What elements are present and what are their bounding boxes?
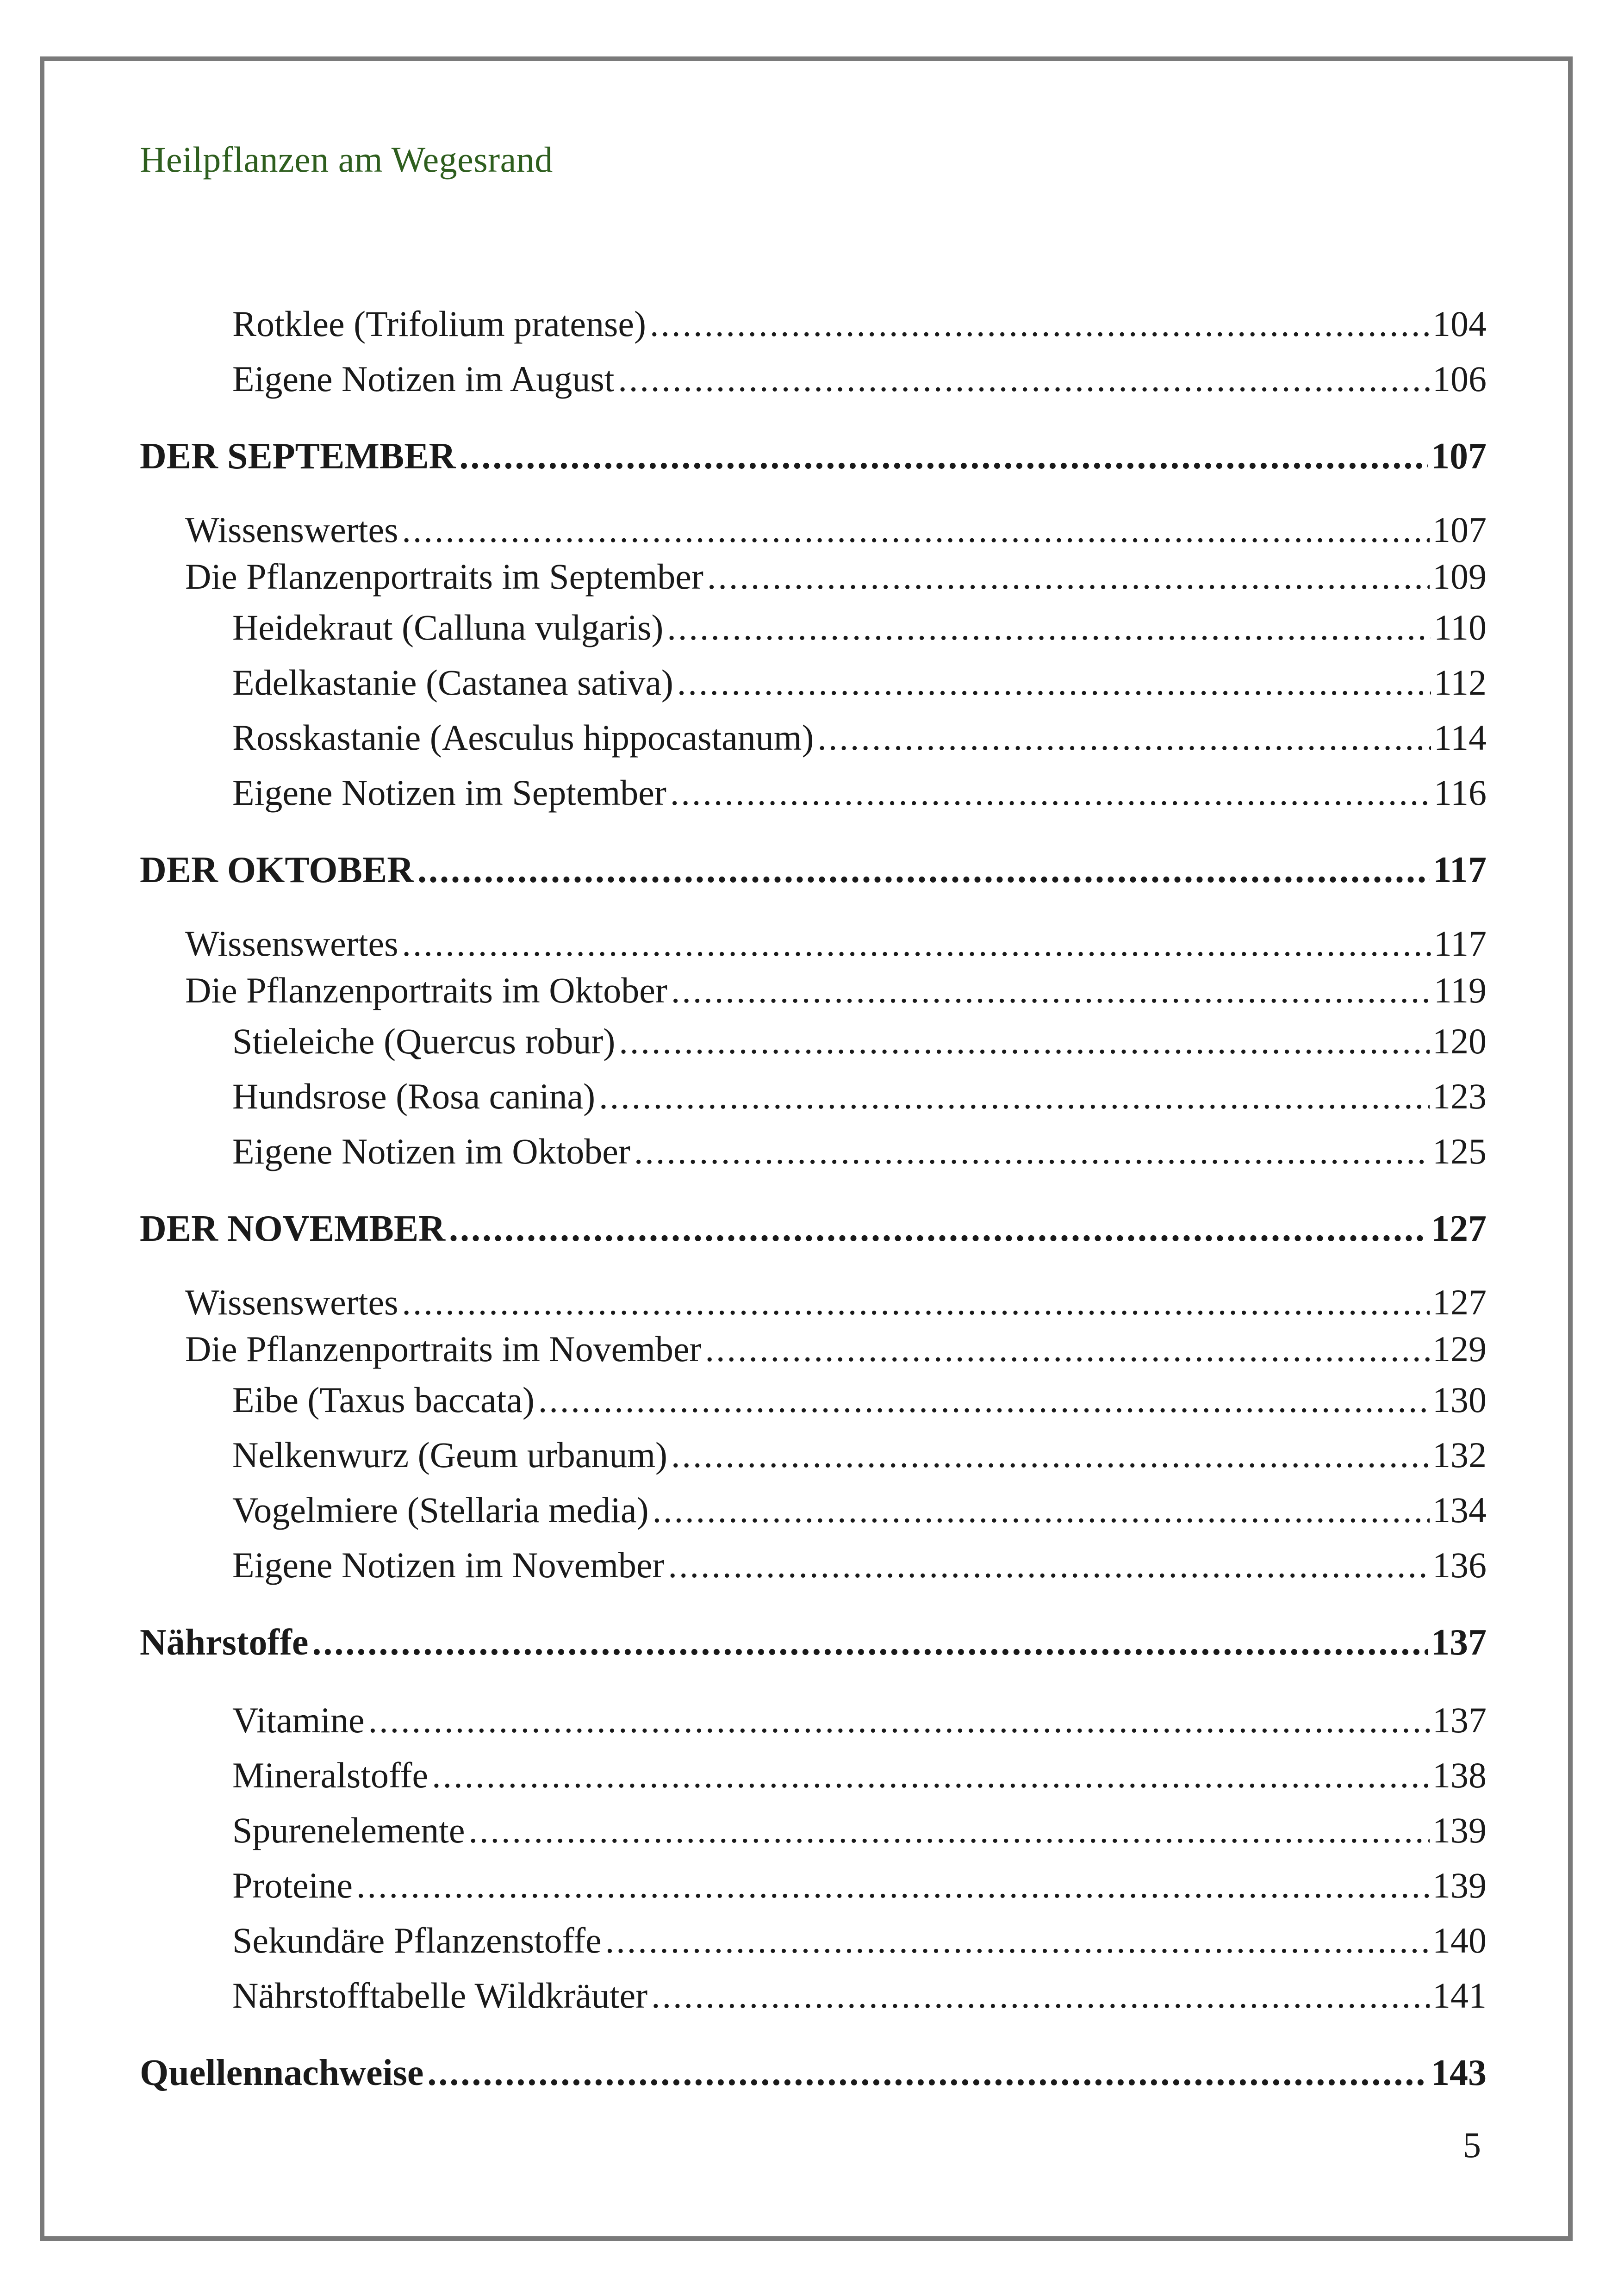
toc-dot-leader bbox=[671, 967, 1431, 1014]
toc-dot-leader bbox=[449, 1202, 1428, 1256]
toc-subsection-entry[interactable] bbox=[140, 351, 1487, 406]
toc-entry-title: Vogelmiere (Stellaria media) bbox=[232, 1490, 649, 1530]
toc-entry-title: Hundsrose (Rosa canina) bbox=[232, 1076, 596, 1116]
toc-section-entry[interactable] bbox=[140, 553, 1487, 600]
toc-entry-title: Eigene Notizen im August bbox=[232, 359, 615, 399]
toc-entry-title: Wissenswertes bbox=[185, 1282, 398, 1322]
toc-entry-page: 117 bbox=[1433, 923, 1487, 964]
toc-entry-page: 117 bbox=[1433, 850, 1487, 890]
toc-entry-page: 127 bbox=[1431, 1208, 1487, 1249]
toc-entry-page: 104 bbox=[1432, 304, 1487, 344]
toc-subsection-entry[interactable] bbox=[140, 1692, 1487, 1748]
toc-entry-title: Mineralstoffe bbox=[232, 1755, 429, 1795]
toc-entry-page: 125 bbox=[1432, 1131, 1487, 1171]
toc-entry-page: 107 bbox=[1431, 436, 1487, 477]
toc-entry-title: Heidekraut (Calluna vulgaris) bbox=[232, 607, 664, 647]
toc-dot-leader bbox=[651, 1968, 1430, 2023]
toc-entry-title: Spurenelemente bbox=[232, 1810, 465, 1850]
toc-section-entry[interactable] bbox=[140, 1325, 1487, 1372]
toc-entry-title: Rotklee (Trifolium pratense) bbox=[232, 304, 646, 344]
toc-subsection-entry[interactable] bbox=[140, 296, 1487, 351]
toc-entry-page: 137 bbox=[1432, 1700, 1487, 1740]
toc-entry-page: 127 bbox=[1432, 1282, 1487, 1322]
toc-entry-title: DER SEPTEMBER bbox=[140, 436, 456, 477]
toc-subsection-entry[interactable] bbox=[140, 1069, 1487, 1124]
toc-entry-title: Wissenswertes bbox=[185, 923, 398, 964]
toc-chapter-entry[interactable] bbox=[140, 1616, 1487, 1669]
toc-section-entry[interactable] bbox=[140, 920, 1487, 967]
toc-dot-leader bbox=[619, 1014, 1430, 1069]
toc-subsection-entry[interactable] bbox=[140, 1858, 1487, 1913]
toc-dot-leader bbox=[432, 1748, 1430, 1803]
toc-dot-leader bbox=[402, 920, 1431, 967]
toc-entry-title: Eibe (Taxus baccata) bbox=[232, 1380, 535, 1420]
toc-dot-leader bbox=[671, 1427, 1430, 1482]
toc-subsection-entry[interactable] bbox=[140, 1913, 1487, 1968]
toc-entry-title: Die Pflanzenportraits im November bbox=[185, 1329, 702, 1369]
toc-dot-leader bbox=[605, 1913, 1430, 1968]
toc-dot-leader bbox=[650, 296, 1430, 351]
toc-entry-page: 130 bbox=[1432, 1380, 1487, 1420]
toc-dot-leader bbox=[634, 1124, 1430, 1179]
toc-chapter-entry[interactable] bbox=[140, 2046, 1487, 2100]
toc-entry-page: 116 bbox=[1433, 772, 1487, 813]
toc-dot-leader bbox=[427, 2046, 1428, 2100]
toc-dot-leader bbox=[312, 1616, 1428, 1669]
toc-dot-leader bbox=[417, 843, 1430, 897]
toc-subsection-entry[interactable] bbox=[140, 1372, 1487, 1427]
toc-entry-page: 123 bbox=[1432, 1076, 1487, 1116]
toc-entry-page: 119 bbox=[1433, 970, 1487, 1010]
toc-subsection-entry[interactable] bbox=[140, 1748, 1487, 1803]
toc-section-entry[interactable] bbox=[140, 506, 1487, 553]
toc-section-entry[interactable] bbox=[140, 1279, 1487, 1325]
toc-entry-title: Nährstofftabelle Wildkräuter bbox=[232, 1975, 648, 2016]
toc-subsection-entry[interactable] bbox=[140, 1427, 1487, 1482]
toc-dot-leader bbox=[459, 429, 1428, 483]
toc-dot-leader bbox=[402, 506, 1430, 553]
toc-dot-leader bbox=[599, 1069, 1430, 1124]
toc-entry-page: 110 bbox=[1433, 607, 1487, 647]
page-number: 5 bbox=[1463, 2125, 1481, 2165]
toc-entry-page: 109 bbox=[1432, 556, 1487, 597]
toc-entry-page: 138 bbox=[1432, 1755, 1487, 1795]
toc-chapter-entry[interactable] bbox=[140, 429, 1487, 483]
toc-dot-leader bbox=[653, 1482, 1430, 1537]
toc-entry-title: Vitamine bbox=[232, 1700, 365, 1740]
toc-entry-title: Wissenswertes bbox=[185, 510, 398, 550]
toc-entry-page: 106 bbox=[1432, 359, 1487, 399]
running-title: Heilpflanzen am Wegesrand bbox=[140, 139, 553, 180]
toc-entry-title: Eigene Notizen im Oktober bbox=[232, 1131, 630, 1171]
toc-subsection-entry[interactable] bbox=[140, 1968, 1487, 2023]
toc-subsection-entry[interactable] bbox=[140, 765, 1487, 820]
toc-entry-page: 114 bbox=[1433, 717, 1487, 758]
toc-subsection-entry[interactable] bbox=[140, 1537, 1487, 1593]
toc-entry-title: Quellennachweise bbox=[140, 2053, 424, 2093]
toc-subsection-entry[interactable] bbox=[140, 1124, 1487, 1179]
toc-entry-title: Stieleiche (Quercus robur) bbox=[232, 1021, 616, 1061]
toc-entry-page: 139 bbox=[1432, 1865, 1487, 1905]
toc-subsection-entry[interactable] bbox=[140, 1014, 1487, 1069]
toc-entry-page: 141 bbox=[1432, 1975, 1487, 2016]
toc-subsection-entry[interactable] bbox=[140, 655, 1487, 710]
toc-dot-leader bbox=[618, 351, 1430, 406]
table-of-contents bbox=[140, 296, 1487, 2123]
toc-dot-leader bbox=[667, 600, 1431, 655]
toc-entry-title: Nährstoffe bbox=[140, 1622, 309, 1663]
toc-dot-leader bbox=[538, 1372, 1430, 1427]
toc-dot-leader bbox=[705, 1325, 1430, 1372]
toc-dot-leader bbox=[402, 1279, 1430, 1325]
toc-entry-page: 112 bbox=[1433, 662, 1487, 703]
toc-dot-leader bbox=[356, 1858, 1430, 1913]
toc-subsection-entry[interactable] bbox=[140, 1803, 1487, 1858]
toc-subsection-entry[interactable] bbox=[140, 600, 1487, 655]
toc-entry-title: Eigene Notizen im November bbox=[232, 1545, 665, 1585]
toc-entry-title: Sekundäre Pflanzenstoffe bbox=[232, 1920, 602, 1960]
toc-entry-page: 107 bbox=[1432, 510, 1487, 550]
toc-dot-leader bbox=[677, 655, 1431, 710]
toc-entry-title: Die Pflanzenportraits im Oktober bbox=[185, 970, 667, 1010]
toc-entry-title: DER OKTOBER bbox=[140, 850, 414, 890]
toc-entry-title: Die Pflanzenportraits im September bbox=[185, 556, 703, 597]
toc-entry-title: Rosskastanie (Aesculus hippocastanum) bbox=[232, 717, 814, 758]
toc-subsection-entry[interactable] bbox=[140, 1482, 1487, 1537]
toc-entry-page: 136 bbox=[1432, 1545, 1487, 1585]
toc-dot-leader bbox=[817, 710, 1431, 765]
toc-dot-leader bbox=[707, 553, 1430, 600]
toc-section-entry[interactable] bbox=[140, 967, 1487, 1014]
toc-chapter-entry[interactable] bbox=[140, 1202, 1487, 1256]
toc-chapter-entry[interactable] bbox=[140, 843, 1487, 897]
toc-entry-title: Proteine bbox=[232, 1865, 353, 1905]
toc-dot-leader bbox=[368, 1692, 1430, 1748]
toc-entry-title: Nelkenwurz (Geum urbanum) bbox=[232, 1435, 667, 1475]
toc-dot-leader bbox=[670, 765, 1431, 820]
toc-entry-page: 137 bbox=[1431, 1622, 1487, 1663]
toc-entry-title: Eigene Notizen im September bbox=[232, 772, 666, 813]
toc-dot-leader bbox=[668, 1537, 1430, 1593]
toc-entry-title: Edelkastanie (Castanea sativa) bbox=[232, 662, 673, 703]
toc-entry-title: DER NOVEMBER bbox=[140, 1208, 446, 1249]
toc-entry-page: 129 bbox=[1432, 1329, 1487, 1369]
toc-entry-page: 120 bbox=[1432, 1021, 1487, 1061]
toc-entry-page: 143 bbox=[1431, 2053, 1487, 2093]
toc-entry-page: 132 bbox=[1432, 1435, 1487, 1475]
toc-subsection-entry[interactable] bbox=[140, 710, 1487, 765]
toc-entry-page: 139 bbox=[1432, 1810, 1487, 1850]
toc-entry-page: 140 bbox=[1432, 1920, 1487, 1960]
toc-dot-leader bbox=[468, 1803, 1430, 1858]
toc-entry-page: 134 bbox=[1432, 1490, 1487, 1530]
